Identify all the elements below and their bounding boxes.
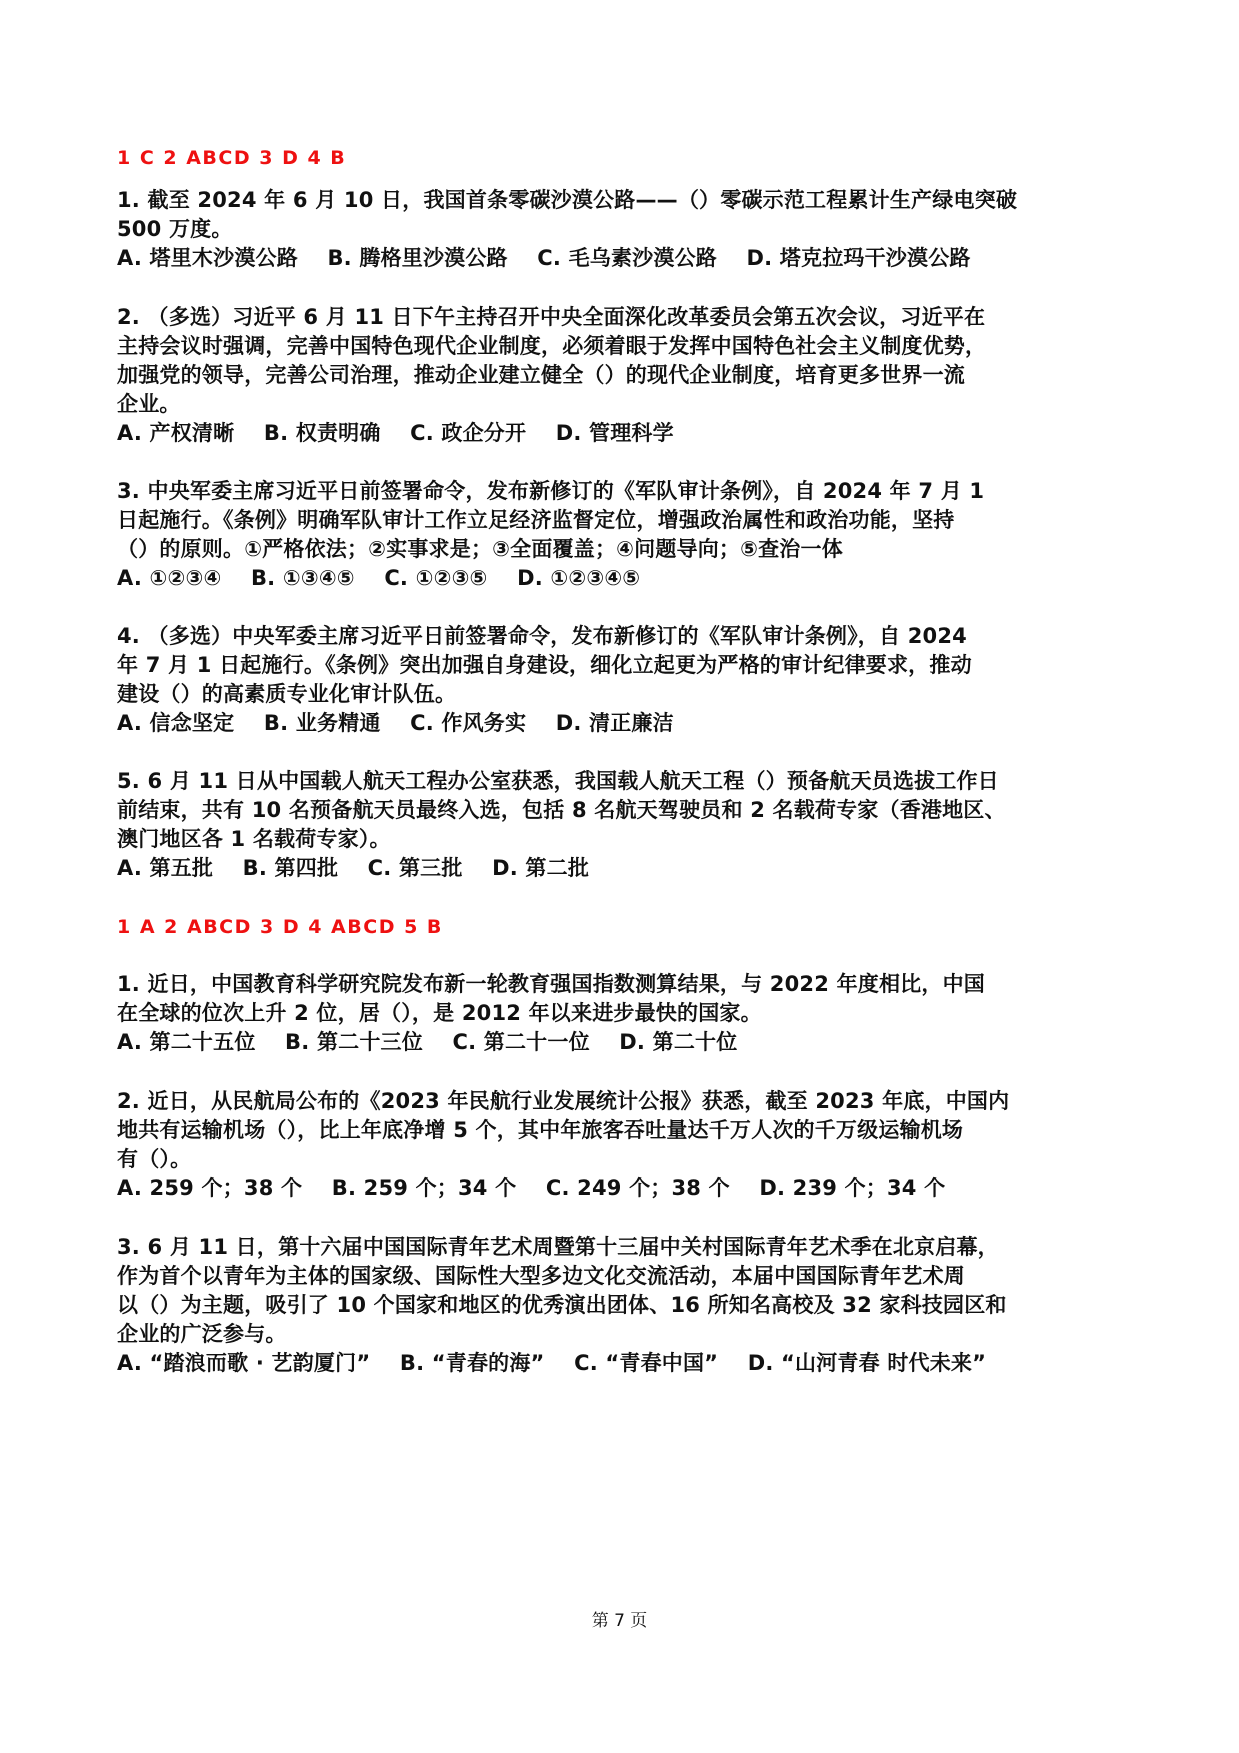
question-text: 在全球的位次上升 2 位，居（），是 2012 年以来进步最快的国家。: [117, 1001, 762, 1025]
question-text: 1. 近日，中国教育科学研究院发布新一轮教育强国指数测算结果，与 2022 年度相比，中国: [117, 972, 985, 996]
page-number: 第 7 页: [591, 1611, 648, 1631]
option-d: D. 管理科学: [555, 421, 674, 445]
question-text: 5. 6 月 11 日从中国载人航天工程办公室获悉，我国载人航天工程（）预备航天员选拔工作日: [117, 769, 999, 793]
option-b: B. 权责明确: [263, 421, 381, 445]
option-b: B. 第二十三位: [285, 1030, 423, 1054]
option-a: A. 第二十五位: [117, 1030, 256, 1054]
question-text: 企业的广泛参与。: [117, 1322, 287, 1346]
option-d: D. 清正廉洁: [555, 711, 674, 735]
option-a: A. 信念坚定: [117, 711, 235, 735]
question-text: 1. 截至 2024 年 6 月 10 日，我国首条零碳沙漠公路——（）零碳示范工程累计生产绿电突破: [117, 188, 1018, 212]
question-options: [117, 1028, 759, 1056]
option-d: D. ①②③④⑤: [517, 566, 641, 590]
question-options: [117, 1349, 1008, 1377]
question-text: 年 7 月 1 日起施行。《条例》突出加强自身建设，细化立起更为严格的审计纪律要求，推动: [117, 653, 972, 677]
question-text: 地共有运输机场（），比上年底净增 5 个，其中年旅客吞吐量达千万人次的千万级运输机场: [117, 1118, 964, 1142]
option-c: C. 第二十一位: [452, 1030, 590, 1054]
question-options: [117, 1174, 967, 1202]
question-options: [117, 419, 696, 447]
option-c: C. 第三批: [367, 856, 463, 880]
question-text: 2. 近日，从民航局公布的《2023 年民航行业发展统计公报》获悉，截至 2023 年底，中国内: [117, 1089, 1010, 1113]
option-a: A. 塔里木沙漠公路: [117, 246, 298, 270]
option-b: B. 259 个；34 个: [331, 1176, 517, 1200]
question-options: [117, 709, 696, 737]
question-text: 2. （多选）习近平 6 月 11 日下午主持召开中央全面深化改革委员会第五次会议，习近平在: [117, 305, 986, 329]
question-text: 3. 中央军委主席习近平日前签署命令，发布新修订的《军队审计条例》，自 2024 年 7 月 1: [117, 479, 985, 503]
option-a: A. 第五批: [117, 856, 214, 880]
question-text: 3. 6 月 11 日，第十六届中国国际青年艺术周暨第十三届中关村国际青年艺术季在北京启幕，: [117, 1235, 999, 1259]
option-d: D. 塔克拉玛干沙漠公路: [746, 246, 971, 270]
option-c: C. 政企分开: [410, 421, 527, 445]
question-text: 建设（）的高素质专业化审计队伍。: [117, 682, 457, 706]
option-b: B. 腾格里沙漠公路: [327, 246, 508, 270]
option-d: D. 第二十位: [619, 1030, 738, 1054]
question-text: 澳门地区各 1 名载荷专家）。: [117, 827, 391, 851]
question-text: 日起施行。《条例》明确军队审计工作立足经济监督定位，增强政治属性和政治功能，坚持: [117, 508, 955, 532]
option-c: C. 毛乌素沙漠公路: [537, 246, 717, 270]
option-a: A. “踏浪而歌 · 艺韵厦门”: [117, 1351, 371, 1375]
question-options: [117, 244, 993, 272]
question-options: [117, 564, 662, 592]
option-c: C. ①②③⑤: [384, 566, 488, 590]
option-a: A. 产权清晰: [117, 421, 235, 445]
option-a: A. ①②③④: [117, 566, 222, 590]
option-b: B. 业务精通: [263, 711, 381, 735]
option-b: B. 第四批: [242, 856, 339, 880]
answer-key: 1 C 2 ABCD 3 D 4 B: [117, 147, 347, 169]
question-text: 主持会议时强调，完善中国特色现代企业制度，必须着眼于发挥中国特色社会主义制度优势，: [117, 334, 987, 358]
option-d: D. 第二批: [492, 856, 590, 880]
option-c: C. 249 个；38 个: [545, 1176, 730, 1200]
question-text: 企业。: [117, 392, 181, 416]
question-text: 500 万度。: [117, 217, 233, 241]
option-b: B. ①③④⑤: [250, 566, 355, 590]
question-text: 加强党的领导，完善公司治理，推动企业建立健全（）的现代企业制度，培育更多世界一流: [117, 363, 965, 387]
question-text: 4. （多选）中央军委主席习近平日前签署命令，发布新修订的《军队审计条例》，自 2024: [117, 624, 967, 648]
question-text: 有（）。: [117, 1147, 192, 1171]
option-c: C. “青春中国”: [574, 1351, 719, 1375]
option-d: D. “山河青春 时代未来”: [747, 1351, 987, 1375]
question-text: 以（）为主题，吸引了 10 个国家和地区的优秀演出团体、16 所知名高校及 32 家科技园区和: [117, 1293, 1007, 1317]
option-c: C. 作风务实: [410, 711, 527, 735]
question-text: 前结束，共有 10 名预备航天员最终入选，包括 8 名航天驾驶员和 2 名载荷专家（香港地区、: [117, 798, 1006, 822]
question-options: [117, 854, 611, 882]
answer-key: 1 A 2 ABCD 3 D 4 ABCD 5 B: [117, 916, 443, 938]
question-text: 作为首个以青年为主体的国家级、国际性大型多边文化交流活动，本届中国国际青年艺术周: [117, 1264, 965, 1288]
option-d: D. 239 个；34 个: [759, 1176, 946, 1200]
question-text: （）的原则。①严格依法；②实事求是；③全面覆盖；④问题导向；⑤查治一体: [117, 537, 843, 561]
option-b: B. “青春的海”: [399, 1351, 545, 1375]
option-a: A. 259 个；38 个: [117, 1176, 303, 1200]
